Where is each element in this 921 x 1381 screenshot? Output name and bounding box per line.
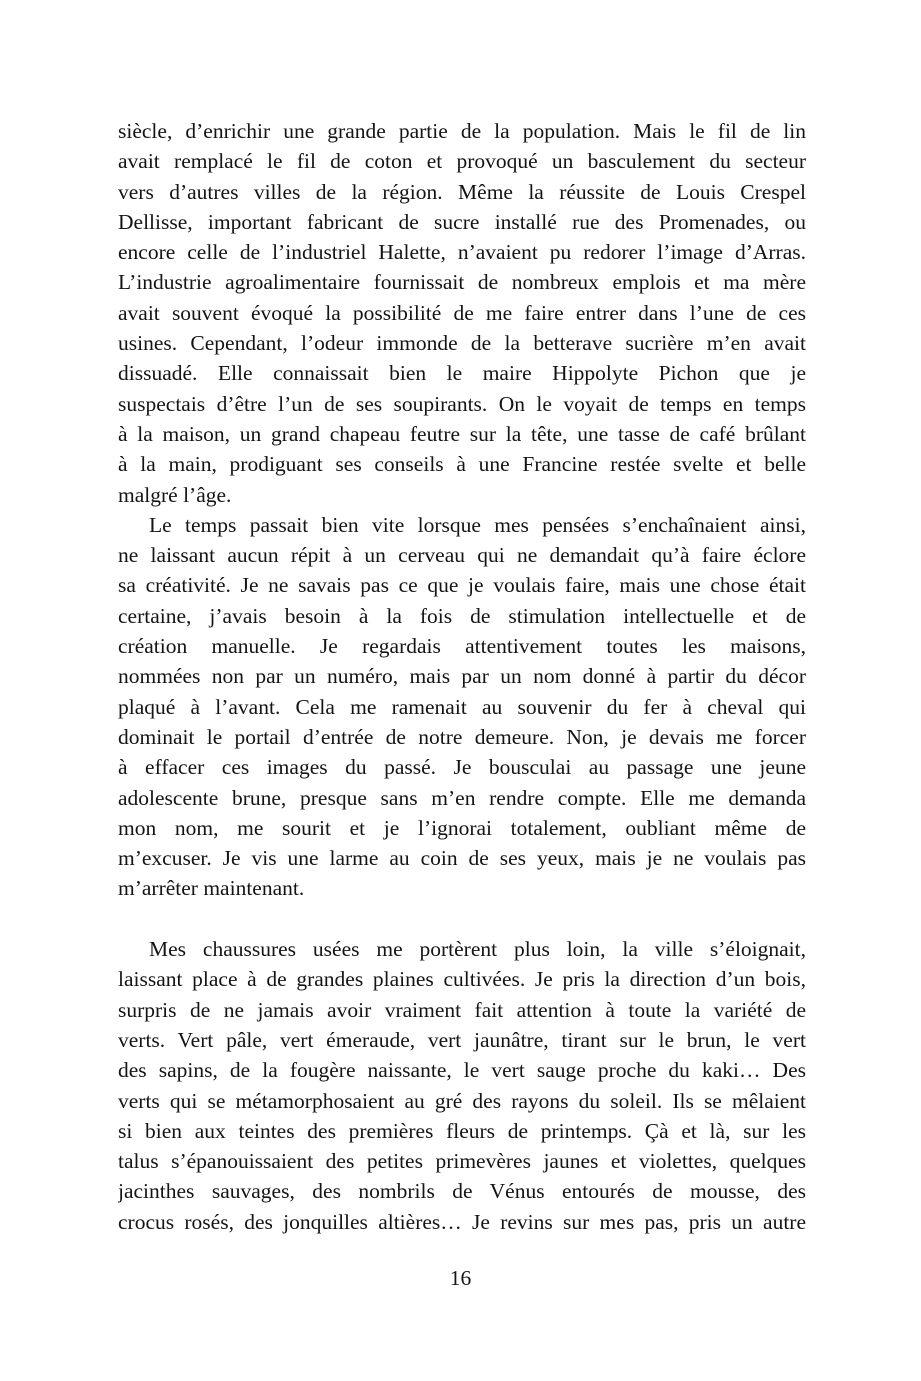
text-line: Mes chaussures usées me portèrent plus loin, la ville s’éloignait, (149, 937, 806, 962)
text-line: dominait le portail d’entrée de notre demeure. Non, je devais me forcer (118, 724, 806, 749)
text-line: laissant place à de grandes plaines cultivées. Je pris la direction d’un bois, (118, 967, 806, 992)
text-line: ne laissant aucun répit à un cerveau qui ne demandait qu’à faire éclore (118, 543, 806, 568)
text-line: encore celle de l’industriel Halette, n’avaient pu redorer l’image d’Arras. (118, 240, 806, 265)
text-line: nommées non par un numéro, mais par un nom donné à partir du décor (118, 664, 806, 689)
text-line: malgré l’âge. (118, 482, 232, 507)
text-line: m’excuser. Je vis une larme au coin de ses yeux, mais je ne voulais pas (118, 846, 806, 871)
text-line: talus s’épanouissaient des petites primevères jaunes et violettes, quelques (118, 1149, 806, 1174)
text-line: usines. Cependant, l’odeur immonde de la betterave sucrière m’en avait (118, 331, 806, 356)
text-line: sa créativité. Je ne savais pas ce que je voulais faire, mais une chose était (118, 573, 806, 598)
paragraph (118, 934, 806, 1237)
text-line: plaqué à l’avant. Cela me ramenait au souvenir du fer à cheval qui (118, 694, 806, 719)
body-text (118, 116, 806, 1237)
text-line: Le temps passait bien vite lorsque mes pensées s’enchaînaient ainsi, (149, 512, 806, 537)
text-line: avait souvent évoqué la possibilité de me faire entrer dans l’une de ces (118, 300, 806, 325)
text-line: m’arrêter maintenant. (118, 876, 305, 901)
paragraph (118, 510, 806, 904)
text-line: siècle, d’enrichir une grande partie de la population. Mais le fil de lin (118, 119, 806, 143)
text-line: surpris de ne jamais avoir vraiment fait attention à toute la variété de (118, 997, 806, 1022)
text-line: adolescente brune, presque sans m’en rendre compte. Elle me demanda (118, 785, 806, 810)
text-line: mon nom, me sourit et je l’ignorai totalement, oubliant même de (118, 815, 806, 840)
text-line: L’industrie agroalimentaire fournissait de nombreux emplois et ma mère (118, 270, 806, 295)
text-line: jacinthes sauvages, des nombrils de Vénus entourés de mousse, des (118, 1179, 806, 1204)
text-line: à la maison, un grand chapeau feutre sur la tête, une tasse de café brûlant (118, 421, 806, 446)
text-line: à effacer ces images du passé. Je bousculai au passage une jeune (118, 755, 806, 780)
text-line: des sapins, de la fougère naissante, le vert sauge proche du kaki… Des (118, 1058, 806, 1083)
text-line: suspectais d’être l’un de ses soupirants. On le voyait de temps en temps (118, 391, 806, 416)
text-line: verts. Vert pâle, vert émeraude, vert jaunâtre, tirant sur le brun, le vert (118, 1027, 806, 1052)
paragraph (118, 116, 806, 510)
text-line: certaine, j’avais besoin à la fois de stimulation intellectuelle et de (118, 603, 806, 628)
text-line: vers d’autres villes de la région. Même la réussite de Louis Crespel (118, 179, 806, 204)
text-line: dissuadé. Elle connaissait bien le maire Hippolyte Pichon que je (118, 361, 806, 386)
text-line: à la main, prodiguant ses conseils à une Francine restée svelte et belle (118, 452, 806, 477)
text-line: crocus rosés, des jonquilles altières… Je revins sur mes pas, pris un autre (118, 1209, 806, 1234)
text-line: si bien aux teintes des premières fleurs de printemps. Çà et là, sur les (118, 1118, 806, 1143)
paragraph-break (118, 904, 806, 934)
text-line: verts qui se métamorphosaient au gré des rayons du soleil. Ils se mêlaient (118, 1088, 806, 1113)
text-line: création manuelle. Je regardais attentivement toutes les maisons, (118, 634, 806, 659)
text-line: Dellisse, important fabricant de sucre installé rue des Promenades, ou (118, 209, 806, 234)
page-number: 16 (449, 1266, 472, 1290)
text-line: avait remplacé le fil de coton et provoqué un basculement du secteur (118, 149, 806, 174)
